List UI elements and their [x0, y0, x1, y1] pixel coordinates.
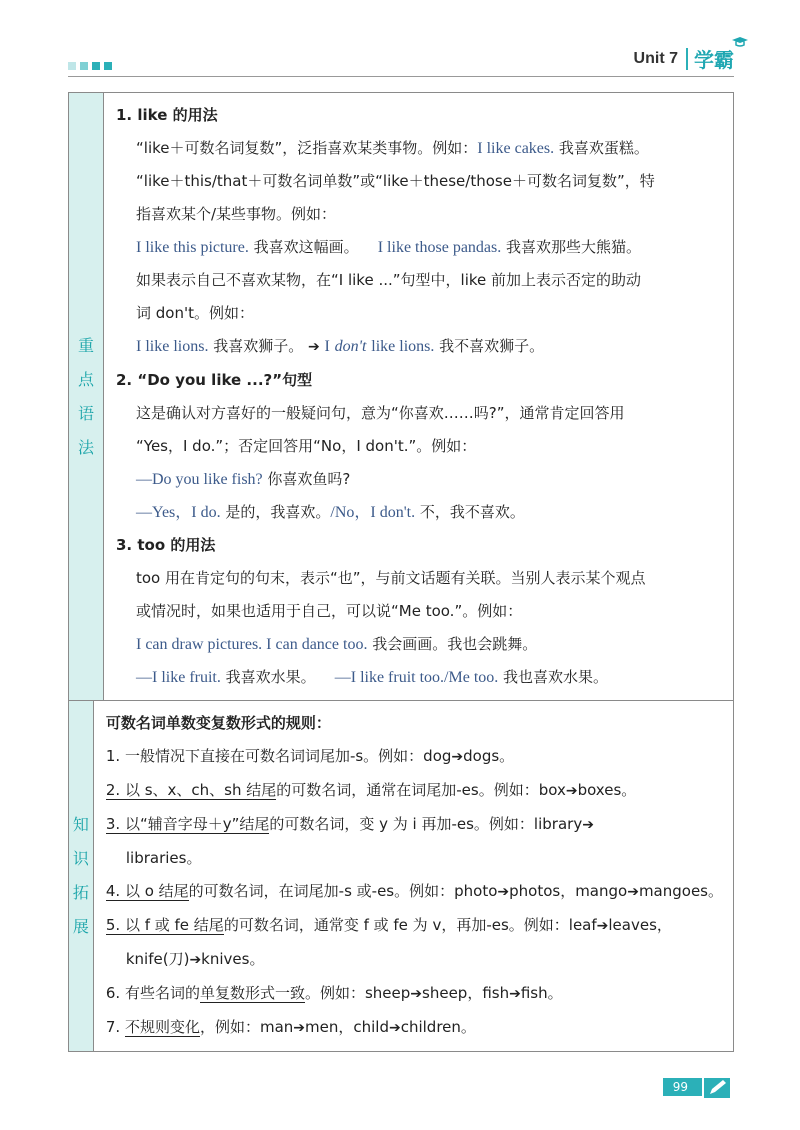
rule-item-continued: libraries。 — [125, 849, 202, 867]
example-cn: 我喜欢这幅画。 — [248, 238, 359, 256]
text: 的可数名词，通常变 f 或 fe 为 v，再加-es。例如：leaf — [223, 916, 597, 934]
arrow-right-icon: ➔ — [497, 884, 510, 900]
underlined-text: 不规则变化 — [124, 1018, 200, 1036]
text: 的可数名词，通常在词尾加-es。例如：box — [276, 781, 566, 799]
text: “like＋可数名词复数”，泛指喜欢某类事物。例如： — [136, 139, 478, 157]
page-header — [634, 44, 734, 73]
paragraph: “like＋this/that＋可数名词单数”或“like＋these/those＋可数名词复数”，特 — [136, 172, 655, 190]
section-label — [69, 93, 104, 700]
example-line — [116, 628, 723, 661]
arrow-right-icon: ➔ — [596, 918, 609, 934]
example-cn: 我会画画。我也会跳舞。 — [367, 635, 538, 653]
example-cn: 我喜欢水果。 — [220, 668, 316, 686]
header-rule — [68, 76, 734, 77]
section-label-char: 重 — [77, 335, 94, 355]
example-cn: 是的，我喜欢。 — [220, 503, 331, 521]
example-en: I like cakes. — [477, 140, 555, 157]
example-cn: 我不喜欢狮子。 — [434, 337, 545, 355]
section-label-char: 展 — [72, 917, 89, 936]
paragraph: 这是确认对方喜好的一般疑问句，意为“你喜欢……吗?”，通常肯定回答用 — [136, 404, 625, 422]
text: 1. 一般情况下直接在可数名词词尾加-s。例如：dog — [105, 747, 452, 765]
grammar-table — [68, 92, 734, 1052]
example-en: I like this picture. — [136, 239, 249, 256]
pencil-icon — [704, 1078, 730, 1098]
example-en: I can draw pictures. I can dance too. — [136, 636, 368, 653]
arrow-right-icon: ➔ — [293, 1020, 306, 1036]
arrow-right-icon: ➔ — [627, 884, 639, 900]
example-en: like lions. — [371, 338, 435, 355]
example-line — [116, 463, 723, 496]
text: fish。 — [520, 984, 563, 1002]
underlined-text: 2. 以 s、x、ch、sh 结尾 — [105, 781, 277, 799]
brand-text: 学霸 — [694, 48, 734, 72]
text: men，child — [305, 1018, 389, 1036]
example-cn: 我喜欢蛋糕。 — [554, 139, 649, 157]
example-cn: 我也喜欢水果。 — [498, 668, 609, 686]
arrow-right-icon: ➔ — [565, 783, 578, 799]
rule-item-continued — [106, 943, 723, 977]
example-en: —Yes，I do. — [136, 504, 221, 521]
extension-section — [69, 701, 733, 1051]
section-label-char: 点 — [77, 369, 94, 389]
heading-too: 3. too 的用法 — [116, 536, 216, 554]
arrow-right-icon: ➔ — [509, 986, 521, 1002]
example-cn: 我喜欢那些大熊猫。 — [501, 238, 642, 256]
header-dot — [80, 62, 88, 70]
text: boxes。 — [577, 781, 637, 799]
example-line — [116, 231, 723, 264]
example-line — [116, 330, 723, 364]
page-number: 99 — [663, 1078, 702, 1096]
rule-item — [106, 875, 723, 909]
section-label — [69, 701, 94, 1051]
section-label-char: 语 — [77, 403, 94, 423]
underlined-text: 5. 以 f 或 fe 结尾 — [105, 916, 224, 934]
arrow-right-icon: ➔ — [451, 749, 464, 765]
example-cn: 我喜欢狮子。 — [208, 337, 304, 355]
example-cn: 不，我不喜欢。 — [415, 503, 525, 521]
brand-logo — [694, 44, 734, 73]
example-en: /No，I don't. — [330, 504, 416, 521]
header-dot — [104, 62, 112, 70]
extension-title: 可数名词单数变复数形式的规则： — [105, 714, 331, 732]
text: 的可数名词，变 y 为 i 再加-es。例如：library — [269, 815, 583, 833]
rule-item — [106, 808, 723, 842]
section-label-char: 识 — [72, 849, 89, 868]
grammar-section — [69, 93, 733, 701]
section-label-char: 知 — [72, 815, 89, 834]
text: sheep，fish — [422, 984, 510, 1002]
section-content — [94, 701, 733, 1051]
heading-like: 1. like 的用法 — [116, 106, 218, 124]
rule-item — [106, 909, 723, 943]
heading-do-you-like: 2. “Do you like ...?”句型 — [116, 371, 313, 389]
arrow-right-icon: ➔ — [308, 339, 320, 355]
example-cn: 你喜欢鱼吗? — [262, 470, 351, 488]
text: knife(刀) — [125, 950, 190, 968]
text: 的可数名词，在词尾加-s 或-es。例如：photo — [188, 882, 498, 900]
example-emphasis: don't — [334, 338, 367, 355]
rule-item — [106, 740, 723, 774]
text: leaves， — [608, 916, 672, 934]
example-en: I like lions. — [136, 338, 209, 355]
text: 6. 有些名词的 — [105, 984, 200, 1002]
header-dot — [68, 62, 76, 70]
arrow-right-icon: ➔ — [189, 952, 202, 968]
example-line — [116, 661, 723, 694]
graduation-cap-icon — [732, 36, 748, 48]
example-en: I like those pandas. — [377, 239, 502, 256]
text: knives。 — [201, 950, 265, 968]
rule-item — [106, 977, 723, 1011]
brand-divider — [686, 48, 688, 70]
header-dot — [92, 62, 100, 70]
section-label-char: 法 — [77, 437, 94, 457]
text: mangoes。 — [638, 882, 723, 900]
header-decoration — [68, 62, 112, 70]
arrow-right-icon: ➔ — [410, 986, 423, 1002]
section-content — [104, 93, 733, 700]
section-label-char: 拓 — [72, 883, 89, 902]
text: children。 — [400, 1018, 476, 1036]
paragraph: 如果表示自己不喜欢某物，在“I like ...”句型中，like 前加上表示否定的助动 — [136, 271, 642, 289]
example-en: —Do you like fish? — [136, 471, 263, 488]
text: 。例如：sheep — [304, 984, 411, 1002]
underlined-text: 3. 以“辅音字母＋y”结尾 — [105, 815, 270, 833]
paragraph: 指喜欢某个/某些事物。例如： — [136, 205, 337, 223]
paragraph: “Yes，I do.”；否定回答用“No，I don't.”。例如： — [136, 437, 477, 455]
unit-label: Unit 7 — [633, 49, 678, 67]
text: 7. — [105, 1018, 121, 1036]
example-en: I — [324, 338, 330, 355]
text: dogs。 — [463, 747, 515, 765]
rule-item — [106, 1011, 723, 1045]
example-en: —I like fruit too./Me too. — [334, 669, 499, 686]
text: photos，mango — [509, 882, 628, 900]
paragraph — [116, 132, 723, 165]
arrow-right-icon: ➔ — [582, 817, 594, 833]
underlined-text: 4. 以 o 结尾 — [105, 882, 189, 900]
rule-item — [106, 774, 723, 808]
paragraph: 或情况时，如果也适用于自己，可以说“Me too.”。例如： — [136, 602, 523, 620]
underlined-text: 单复数形式一致 — [199, 984, 305, 1002]
example-line — [116, 496, 723, 529]
paragraph: too 用在肯定句的句末，表示“也”，与前文话题有关联。当别人表示某个观点 — [136, 569, 646, 587]
arrow-right-icon: ➔ — [388, 1020, 401, 1036]
paragraph: 词 don't。例如： — [136, 304, 254, 322]
text: ，例如：man — [199, 1018, 294, 1036]
example-en: —I like fruit. — [136, 669, 221, 686]
